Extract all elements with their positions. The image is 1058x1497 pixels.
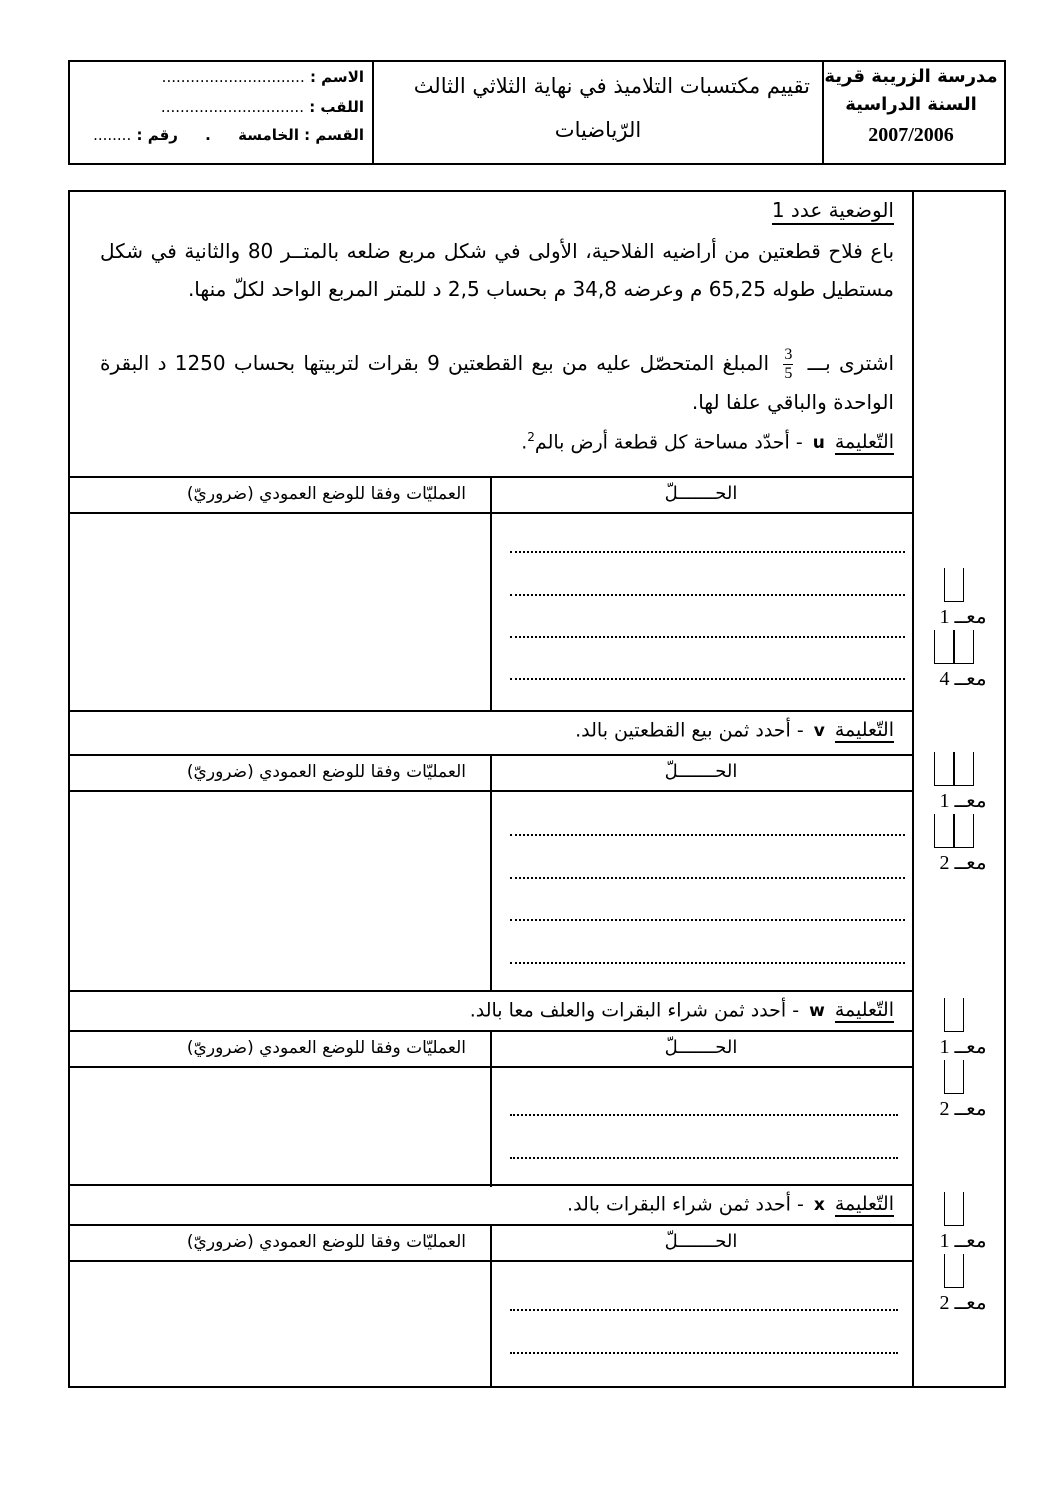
score-boxes (928, 1192, 998, 1316)
operations-area[interactable] (70, 1066, 490, 1187)
score-box[interactable] (944, 1254, 964, 1288)
score-boxes (928, 752, 998, 876)
column-divider (490, 1224, 492, 1386)
section-divider (70, 710, 912, 712)
task-letter: w (809, 1001, 825, 1022)
task-letter: v (813, 721, 825, 742)
header-table (68, 60, 1006, 165)
school-cell (822, 62, 1004, 163)
title-cell (372, 62, 822, 163)
answer-line[interactable] (510, 962, 905, 964)
answer-line[interactable] (510, 877, 905, 879)
answer-line[interactable] (510, 594, 905, 596)
operations-area[interactable] (70, 1260, 490, 1386)
answer-line[interactable] (510, 834, 905, 836)
criterion-label: معــ 4 (939, 668, 987, 690)
criterion-label: معــ 2 (939, 1098, 987, 1120)
surname-field[interactable]: .............................. (160, 98, 304, 116)
task-instruction (567, 1192, 894, 1215)
answer-line[interactable] (510, 678, 905, 680)
solution-header: الحـــــــلّ (664, 1231, 738, 1252)
score-boxes (928, 568, 998, 692)
task-text: - أحدّد مساحة كل قطعة أرض بالم (534, 431, 803, 454)
answer-line[interactable] (510, 1157, 898, 1159)
task-letter: u (812, 433, 825, 454)
situation-title: الوضعية عدد 1 (772, 198, 894, 225)
answer-line[interactable] (510, 1309, 898, 1311)
class-row (80, 126, 364, 150)
operations-header: العمليّات وفقا للوضع العمودي (ضروريّ) (186, 762, 466, 782)
answer-line[interactable] (510, 1114, 898, 1116)
answer-line[interactable] (510, 1352, 898, 1354)
task-instruction (521, 430, 894, 453)
school-name: مدرسة الزريبة قرية (824, 66, 998, 87)
score-box[interactable] (934, 752, 974, 786)
score-box[interactable] (944, 1192, 964, 1226)
task-label: التّعليمة (834, 719, 894, 742)
surname-row (80, 98, 364, 122)
criterion-label: معــ 1 (939, 1036, 987, 1058)
score-box[interactable] (944, 998, 964, 1032)
score-box[interactable] (934, 630, 974, 664)
name-label: الاسم : (309, 68, 364, 86)
operations-area[interactable] (70, 512, 490, 712)
surname-label: اللقب : (309, 98, 364, 116)
criterion-label: معــ 1 (939, 1230, 987, 1252)
task-label: التّعليمة (834, 431, 894, 454)
solution-header: الحـــــــلّ (664, 761, 738, 782)
fraction-denominator: 5 (784, 365, 793, 382)
column-divider (490, 754, 492, 992)
exam-title: تقييم مكتسبات التلاميذ في نهاية الثلاثي الثالث (413, 74, 810, 98)
task-label: التّعليمة (834, 1193, 894, 1216)
situation-paragraph-1: باع فلاح قطعتين من أراضيه الفلاحية، الأولى في شكل مربع ضلعه بالمتــر 80 والثانية في شكل مستطيل طوله 65,25 م وعرضه 34,8 م بحساب 2,5 د للمتر المربع الواحد لكلّ منها. (100, 239, 895, 301)
situation-paragraph-2 (100, 344, 894, 421)
number-field[interactable]: ........ (93, 126, 132, 144)
task-text: - أحدد ثمن شراء البقرات والعلف معا بالد. (469, 999, 800, 1022)
class-label: القسم : الخامسة (238, 126, 364, 144)
section-divider (70, 1184, 912, 1186)
answer-line[interactable] (510, 551, 905, 553)
task-text: - أحدد ثمن بيع القطعتين بالد. (575, 719, 804, 742)
operations-header: العمليّات وفقا للوضع العمودي (ضروريّ) (186, 1232, 466, 1252)
paragraph-2-before: اشترى بـــ (807, 351, 895, 375)
solution-header: الحـــــــلّ (664, 1037, 738, 1058)
name-field[interactable]: .............................. (161, 68, 305, 86)
task-letter: x (813, 1195, 825, 1216)
criterion-label: معــ 2 (939, 852, 987, 874)
operations-header: العمليّات وفقا للوضع العمودي (ضروريّ) (186, 484, 466, 504)
separator: . (205, 126, 211, 144)
exercise-frame (68, 190, 1006, 1388)
task-end: . (521, 431, 528, 454)
task-instruction (575, 718, 894, 741)
operations-header: العمليّات وفقا للوضع العمودي (ضروريّ) (186, 1038, 466, 1058)
fraction (783, 346, 793, 383)
column-divider (490, 1030, 492, 1187)
task-superscript: 2 (527, 430, 535, 444)
answer-line[interactable] (510, 919, 905, 921)
section-divider (70, 990, 912, 992)
score-column-divider (912, 192, 914, 1386)
school-year: 2007/2006 (868, 124, 954, 146)
score-box[interactable] (944, 1060, 964, 1094)
column-divider (490, 476, 492, 712)
task-text: - أحدد ثمن شراء البقرات بالد. (567, 1193, 804, 1216)
answer-line[interactable] (510, 636, 905, 638)
operations-area[interactable] (70, 790, 490, 992)
criterion-label: معــ 1 (939, 606, 987, 628)
paragraph-2-after: المبلغ المتحصّل عليه من بيع القطعتين 9 بقرات لتربيتها بحساب 1250 د البقرة الواحدة والباقي علفا لها. (100, 351, 894, 414)
number-label: رقم : (136, 126, 178, 144)
score-box[interactable] (934, 814, 974, 848)
school-year-label: السنة الدراسية (845, 94, 977, 115)
task-label: التّعليمة (834, 999, 894, 1022)
student-info-cell (70, 62, 372, 163)
solution-header: الحـــــــلّ (664, 483, 738, 504)
criterion-label: معــ 2 (939, 1292, 987, 1314)
name-row (80, 68, 364, 92)
subject-title: الرّياضيات (554, 118, 642, 142)
task-instruction (470, 998, 894, 1021)
score-box[interactable] (944, 568, 964, 602)
criterion-label: معــ 1 (939, 790, 987, 812)
fraction-numerator: 3 (784, 346, 793, 363)
score-boxes (928, 998, 998, 1122)
